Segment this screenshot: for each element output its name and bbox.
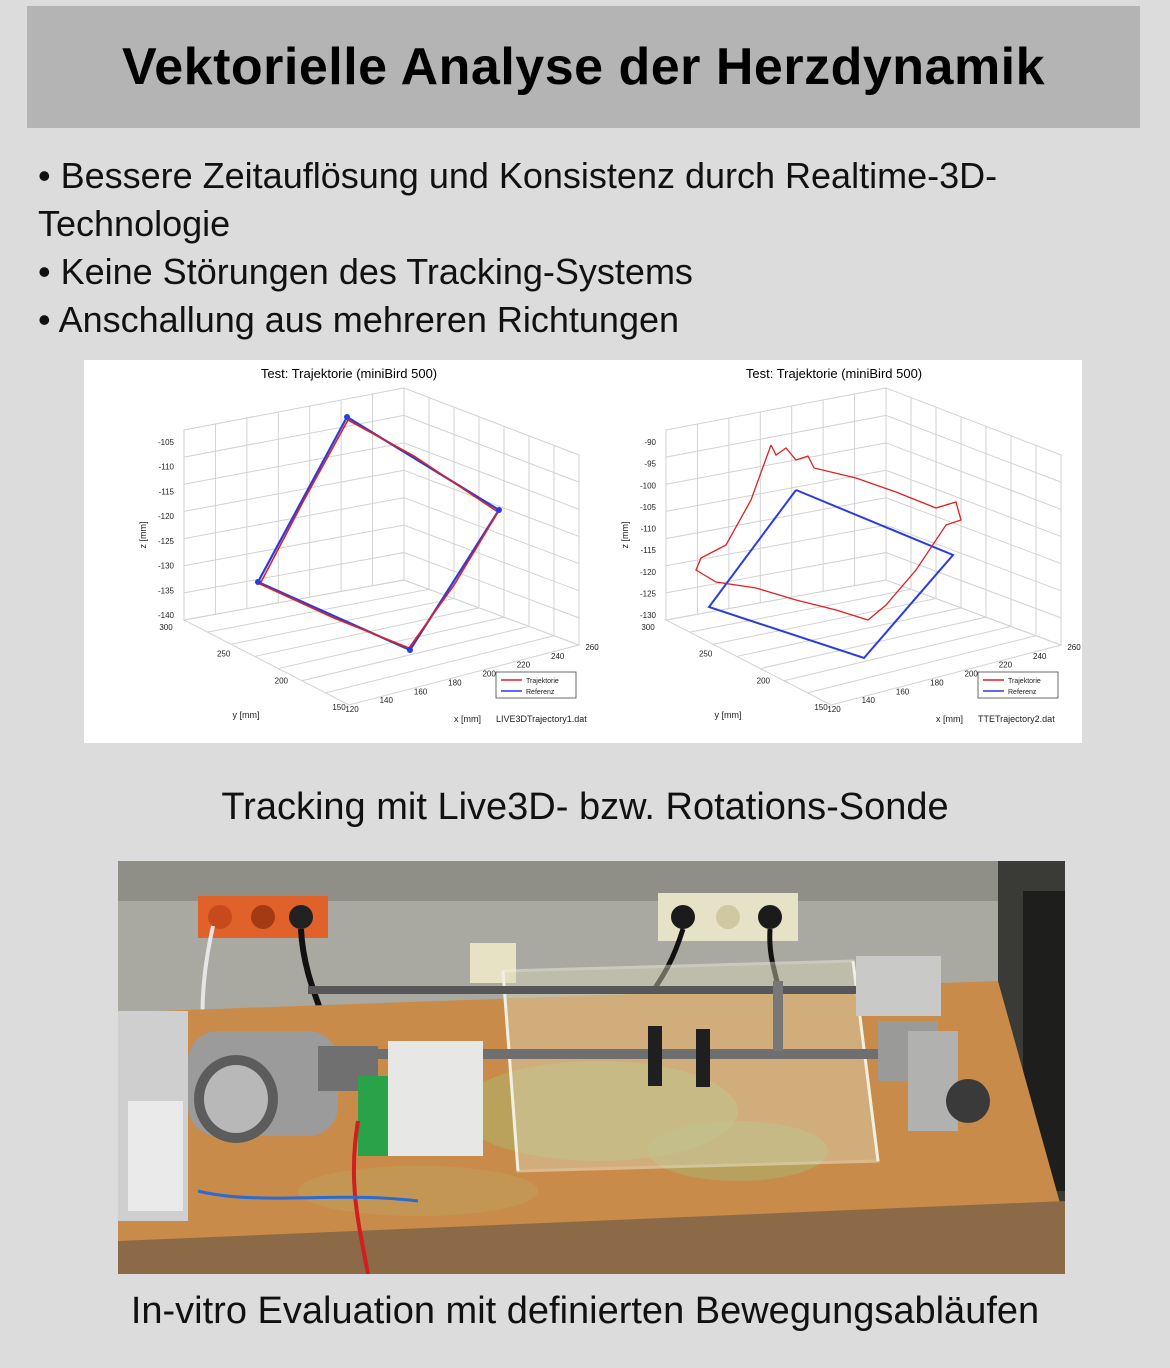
plot-gridline bbox=[666, 498, 1061, 564]
z-tick-label: -120 bbox=[157, 512, 174, 522]
y-axis-label: y [mm] bbox=[232, 710, 260, 720]
x-tick-label: 200 bbox=[964, 669, 978, 679]
z-tick-label: -135 bbox=[157, 586, 174, 596]
y-axis-label: y [mm] bbox=[714, 710, 742, 720]
z-axis-label: z [mm] bbox=[138, 521, 148, 549]
y-tick-label: 200 bbox=[274, 676, 289, 686]
x-tick-label: 220 bbox=[516, 660, 531, 670]
z-tick-label: -105 bbox=[157, 438, 174, 447]
plot-gridline bbox=[184, 498, 579, 564]
plot-gridline bbox=[184, 443, 579, 509]
plot-gridline bbox=[184, 553, 579, 618]
trajectory-corner-marker bbox=[344, 414, 350, 420]
test-rig-photo bbox=[118, 861, 1065, 1274]
plot-side-wall bbox=[886, 388, 1061, 645]
title-bar bbox=[27, 6, 1140, 128]
y-tick-label: 250 bbox=[698, 649, 713, 659]
x-tick-label: 120 bbox=[345, 705, 359, 714]
bullet-line: Technologie bbox=[38, 203, 231, 244]
z-tick-label: -110 bbox=[640, 524, 656, 534]
plots-caption: Tracking mit Live3D- bzw. Rotations-Sonde bbox=[221, 786, 949, 828]
x-tick-label: 160 bbox=[413, 687, 428, 697]
x-tick-label: 180 bbox=[930, 678, 944, 688]
plot-gridline bbox=[666, 525, 1061, 591]
bullet-line: • Bessere Zeitauflösung und Konsistenz durch Realtime-3D- bbox=[38, 155, 998, 196]
plot-title: Test: Trajektorie (miniBird 500) bbox=[745, 366, 923, 381]
plot-legend bbox=[496, 672, 576, 698]
z-tick-label: -120 bbox=[639, 567, 656, 577]
x-axis-label: x [mm] bbox=[936, 714, 963, 724]
z-tick-label: -110 bbox=[158, 462, 174, 472]
x-axis-label: x [mm] bbox=[454, 714, 481, 724]
plot-gridline bbox=[666, 443, 1061, 509]
y-tick-label: 150 bbox=[332, 703, 346, 712]
z-tick-label: -130 bbox=[639, 611, 656, 620]
legend-label-reference: Referenz bbox=[1008, 689, 1037, 696]
z-tick-label: -95 bbox=[644, 459, 656, 469]
y-tick-label: 200 bbox=[756, 676, 771, 686]
file-label: TTETrajectory2.dat bbox=[978, 714, 1055, 724]
x-tick-label: 240 bbox=[1033, 651, 1047, 661]
bullet-list bbox=[38, 152, 1138, 344]
z-tick-label: -115 bbox=[158, 487, 174, 497]
bullet-line: • Anschallung aus mehreren Richtungen bbox=[38, 299, 680, 340]
trajectory-corner-marker bbox=[496, 507, 502, 513]
z-tick-label: -130 bbox=[157, 561, 174, 571]
z-tick-label: -100 bbox=[639, 481, 656, 491]
x-tick-label: 160 bbox=[895, 687, 910, 697]
legend-label-trajectory: Trajektorie bbox=[526, 678, 559, 685]
legend-label-reference: Referenz bbox=[526, 689, 555, 696]
x-tick-label: 240 bbox=[551, 651, 565, 661]
x-tick-label: 220 bbox=[998, 660, 1013, 670]
z-tick-label: -125 bbox=[639, 589, 656, 599]
slide-title: Vektorielle Analyse der Herzdynamik bbox=[121, 38, 1046, 96]
plot-gridline bbox=[184, 525, 579, 591]
x-tick-label: 140 bbox=[379, 696, 393, 706]
x-tick-label: 140 bbox=[861, 696, 875, 706]
file-label: LIVE3DTrajectory1.dat bbox=[496, 714, 587, 724]
plot-gridline bbox=[666, 415, 1061, 482]
trajectory-corner-marker bbox=[255, 579, 261, 585]
plot-legend bbox=[978, 672, 1058, 698]
x-tick-label: 260 bbox=[585, 643, 599, 652]
z-tick-label: -140 bbox=[157, 611, 174, 620]
plot-live3d bbox=[138, 366, 599, 724]
plot-gridline bbox=[760, 617, 986, 668]
z-tick-label: -125 bbox=[157, 536, 174, 546]
z-tick-label: -105 bbox=[639, 502, 656, 512]
y-tick-label: 300 bbox=[641, 623, 655, 632]
y-tick-label: 300 bbox=[159, 623, 173, 632]
trajectory-corner-marker bbox=[407, 647, 413, 653]
legend-label-trajectory: Trajektorie bbox=[1008, 678, 1041, 685]
plot-gridline bbox=[278, 617, 504, 668]
z-tick-label: -90 bbox=[644, 438, 656, 447]
bullet-line: • Keine Störungen des Tracking-Systems bbox=[38, 251, 693, 292]
plot-gridline bbox=[184, 470, 579, 536]
photo-caption: In-vitro Evaluation mit definierten Bewegungsabläufen bbox=[130, 1290, 1040, 1332]
y-tick-label: 150 bbox=[814, 703, 828, 712]
x-tick-label: 260 bbox=[1067, 643, 1081, 652]
z-axis-label: z [mm] bbox=[620, 521, 630, 549]
y-tick-label: 250 bbox=[216, 649, 231, 659]
x-tick-label: 200 bbox=[482, 669, 496, 679]
x-tick-label: 180 bbox=[448, 678, 462, 688]
z-tick-label: -115 bbox=[640, 546, 656, 556]
trajectory-plots bbox=[84, 360, 1082, 743]
plot-side-wall bbox=[404, 388, 579, 645]
plot-title: Test: Trajektorie (miniBird 500) bbox=[260, 366, 438, 381]
trajectory-plots-svg bbox=[84, 360, 1082, 743]
plot-gridline bbox=[184, 415, 579, 482]
x-tick-label: 120 bbox=[827, 705, 841, 714]
plot-tte bbox=[620, 366, 1081, 724]
